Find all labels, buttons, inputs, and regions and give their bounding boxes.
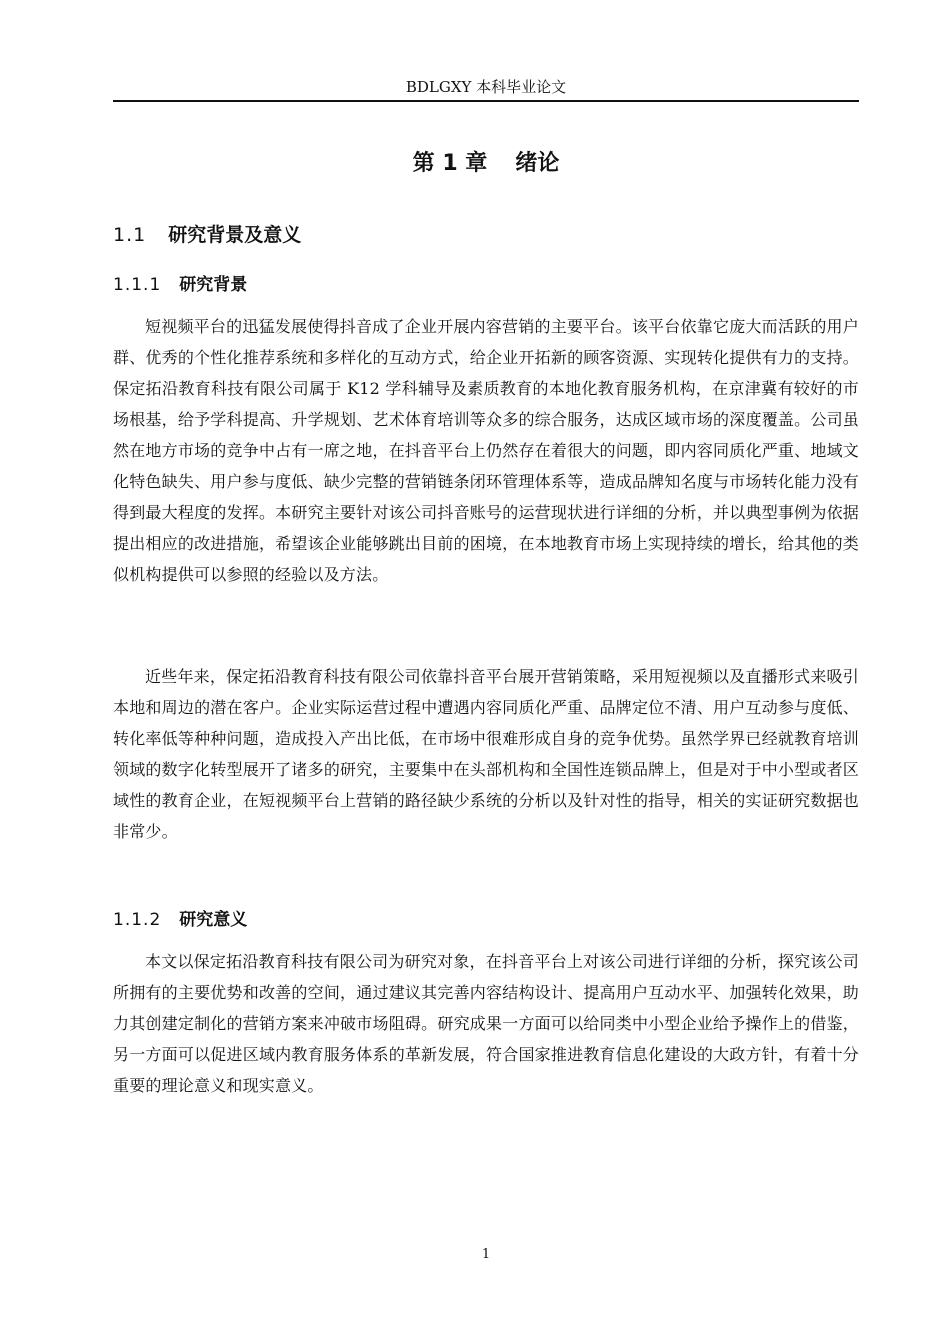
section-number: 1.1 [113, 224, 147, 246]
chapter-number: 第 1 章 [412, 151, 488, 176]
paragraph-significance-1: 本文以保定拓沿教育科技有限公司为研究对象，在抖音平台上对该公司进行详细的分析，探究该公司所拥有的主要优势和改善的空间，通过建议其完善内容结构设计、提高用户互动水平、加强转化效果，助力其创建定制化的营销方案来冲破市场阻碍。研究成果一方面可以给同类中小型企业给予操作上的借鉴，另一方面可以促进区域内教育服务体系的革新发展，符合国家推进教育信息化建设的大政方针，有着十分重要的理论意义和现实意义。 [113, 952, 859, 1095]
chapter-title [113, 147, 859, 181]
subsection-heading-background [113, 271, 247, 299]
paragraph-background-1: 短视频平台的迅猛发展使得抖音成了企业开展内容营销的主要平台。该平台依靠它庞大而活跃的用户群、优秀的个性化推荐系统和多样化的互动方式，给企业开拓新的顾客资源、实现转化提供有力的支持。保定拓沿教育科技有限公司属于 K12 学科辅导及素质教育的本地化教育服务机构，在京津冀有较好的市场根基，给予学科提高、升学规划、艺术体育培训等众多的综合服务，达成区域市场的深度覆盖。公司虽然在地方市场的竞争中占有一席之地，在抖音平台上仍然存在着很大的问题，即内容同质化严重、地域文化特色缺失、用户参与度低、缺少完整的营销链条闭环管理体系等，造成品牌知名度与市场转化能力没有得到最大程度的发挥。本研究主要针对该公司抖音账号的运营现状进行详细的分析，并以典型事例为依据提出相应的改进措施，希望该企业能够跳出目前的困境，在本地教育市场上实现持续的增长，给其他的类似机构提供可以参照的经验以及方法。 [113, 317, 859, 584]
subsection-name: 研究意义 [179, 910, 248, 930]
section-heading [113, 220, 301, 250]
section-name: 研究背景及意义 [168, 224, 302, 246]
subsection-heading-significance [113, 906, 247, 934]
page-number: 1 [481, 1247, 491, 1262]
chapter-name: 绪论 [515, 151, 560, 176]
subsection-number: 1.1.1 [113, 275, 162, 295]
subsection-name: 研究背景 [179, 275, 248, 295]
paragraph-background-2: 近些年来，保定拓沿教育科技有限公司依靠抖音平台展开营销策略，采用短视频以及直播形式来吸引本地和周边的潜在客户。企业实际运营过程中遭遇内容同质化严重、品牌定位不清、用户互动参与度低、转化率低等种种问题，造成投入产出比低，在市场中很难形成自身的竞争优势。虽然学界已经就教育培训领域的数字化转型展开了诸多的研究，主要集中在头部机构和全国性连锁品牌上，但是对于中小型或者区域性的教育企业，在短视频平台上营销的路径缺少系统的分析以及针对性的指导，相关的实证研究数据也非常少。 [113, 667, 859, 841]
header-divider [113, 100, 859, 102]
running-header: BDLGXY 本科毕业论文 [405, 78, 567, 96]
subsection-number: 1.1.2 [113, 910, 162, 930]
